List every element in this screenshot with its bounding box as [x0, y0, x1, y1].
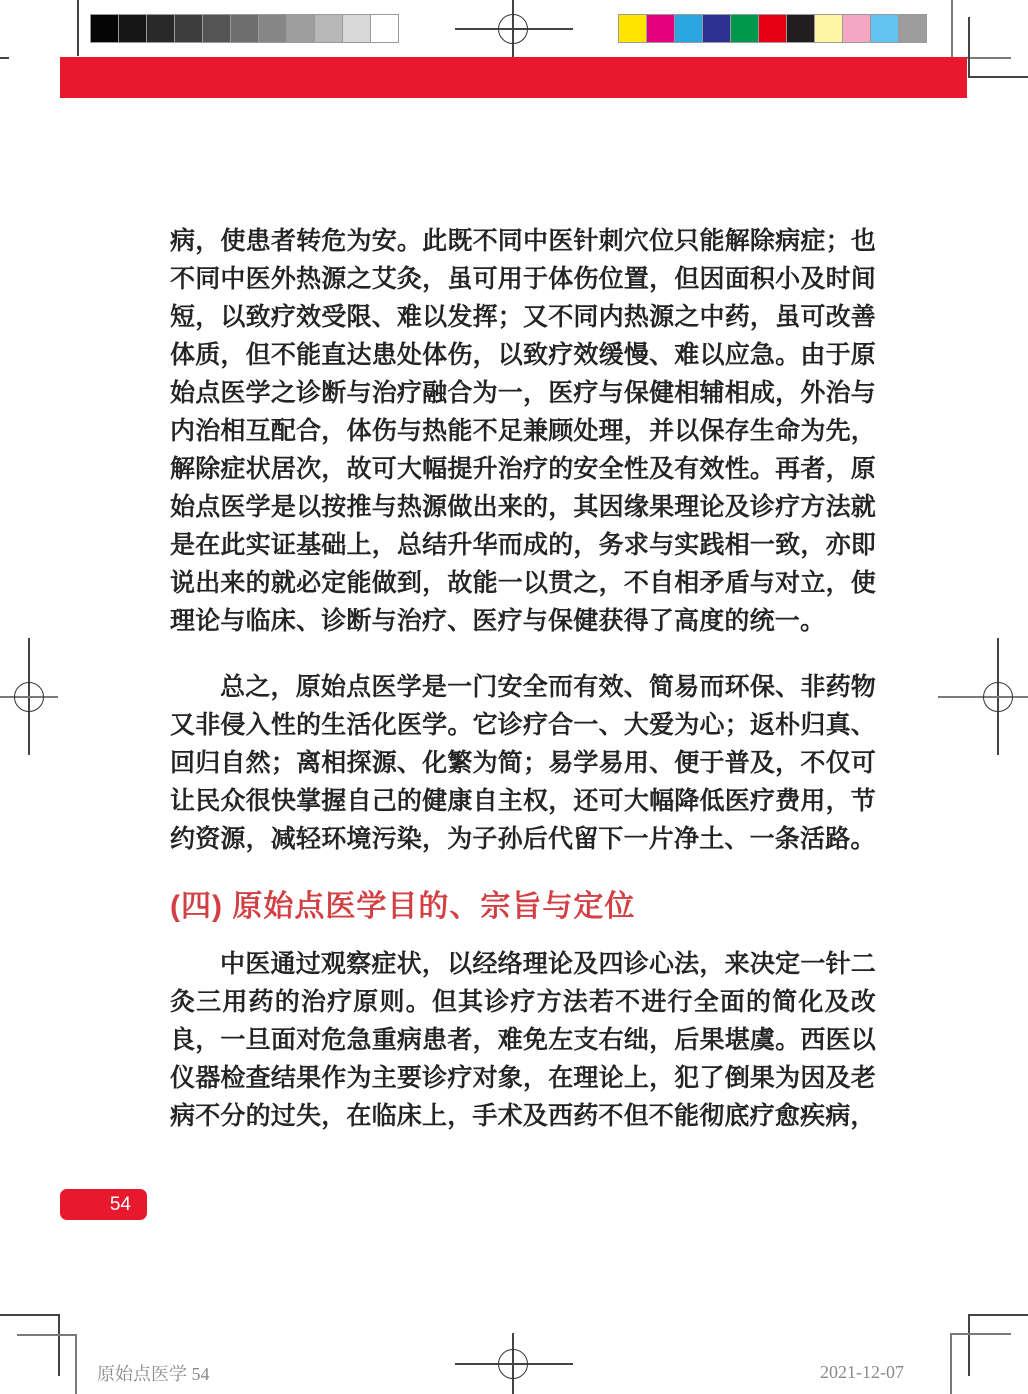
body-paragraph: 病，使患者转危为安。此既不同中医针刺穴位只能解除病症；也不同中医外热源之艾灸，虽可用于体伤位置，但因面积小及时间短，以致疗效受限、难以发挥；又不同内热源之中药，虽可改善体质，但不能直达患处体伤，以致疗效缓慢、难以应急。由于原始点医学之诊断与治疗融合为一，医疗与保健相辅相成，外治与内治相互配合，体伤与热能不足兼顾处理，并以保存生命为先，解除症状居次，故可大幅提升治疗的安全性及有效性。再者，原始点医学是以按推与热源做出来的，其因缘果理论及诊疗方法就是在此实证基础上，总结升华而成的，务求与实践相一致，亦即说出来的就必定能做到，故能一以贯之，不自相矛盾与对立，使理论与临床、诊断与治疗、医疗与保健获得了高度的统一。: [170, 227, 876, 635]
color-calibration-bar: [618, 14, 927, 43]
top-banner: [60, 57, 967, 98]
calibration-swatch: [370, 14, 399, 43]
calibration-swatch: [870, 14, 899, 43]
crop-mark-line: [58, 1314, 60, 1376]
calibration-swatch: [286, 14, 315, 43]
calibration-swatch: [314, 14, 343, 43]
footer-book-title: 原始点医学 54: [97, 1364, 210, 1384]
grayscale-calibration-bar: [90, 14, 399, 43]
calibration-swatch: [342, 14, 371, 43]
calibration-swatch: [174, 14, 203, 43]
crop-mark-line: [950, 1333, 952, 1394]
calibration-swatch: [146, 14, 175, 43]
calibration-swatch: [842, 14, 871, 43]
crop-mark-line: [0, 1314, 59, 1316]
document-body: [170, 222, 876, 1163]
crop-mark-line: [77, 0, 79, 56]
page-number-badge: 54: [60, 1189, 147, 1220]
calibration-swatch: [202, 14, 231, 43]
crop-mark-line: [950, 1333, 1011, 1335]
body-paragraph: 中医通过观察症状，以经络理论及四诊心法，来决定一针二灸三用药的治疗原则。但其诊疗方法若不进行全面的简化及改良，一旦面对危急重病患者，难免左支右绌，后果堪虞。西医以仪器检查结果作为主要诊疗对象，在理论上，犯了倒果为因及老病不分的过失，在临床上，手术及西药不但不能彻底疗愈疾病，: [170, 950, 876, 1130]
footer-date: 2021-12-07: [820, 1362, 904, 1382]
crop-mark-line: [17, 1334, 77, 1336]
calibration-swatch: [118, 14, 147, 43]
calibration-swatch: [618, 14, 647, 43]
crop-mark-line: [968, 1314, 1028, 1316]
calibration-swatch: [702, 14, 731, 43]
calibration-swatch: [758, 14, 787, 43]
calibration-swatch: [786, 14, 815, 43]
crop-mark-line: [968, 1314, 970, 1376]
crop-mark-line: [951, 0, 953, 58]
calibration-swatch: [90, 14, 119, 43]
calibration-swatch: [230, 14, 259, 43]
calibration-swatch: [258, 14, 287, 43]
body-paragraph: 总之，原始点医学是一门安全而有效、简易而环保、非药物又非侵入性的生活化医学。它诊疗合一、大爱为心；返朴归真、回归自然；离相探源、化繁为简；易学易用、便于普及，不仅可让民众很快掌握自己的健康自主权，还可大幅降低医疗费用，节约资源，减轻环境污染，为子孙后代留下一片净土、一条活路。: [170, 673, 876, 853]
crop-mark-line: [968, 17, 970, 77]
crop-mark-line: [75, 1334, 77, 1394]
crop-mark-line: [0, 57, 9, 59]
section-heading: (四) 原始点医学目的、宗旨与定位: [170, 890, 636, 923]
calibration-swatch: [814, 14, 843, 43]
calibration-swatch: [898, 14, 927, 43]
crop-mark-line: [968, 76, 1028, 78]
calibration-swatch: [730, 14, 759, 43]
calibration-swatch: [674, 14, 703, 43]
calibration-swatch: [646, 14, 675, 43]
